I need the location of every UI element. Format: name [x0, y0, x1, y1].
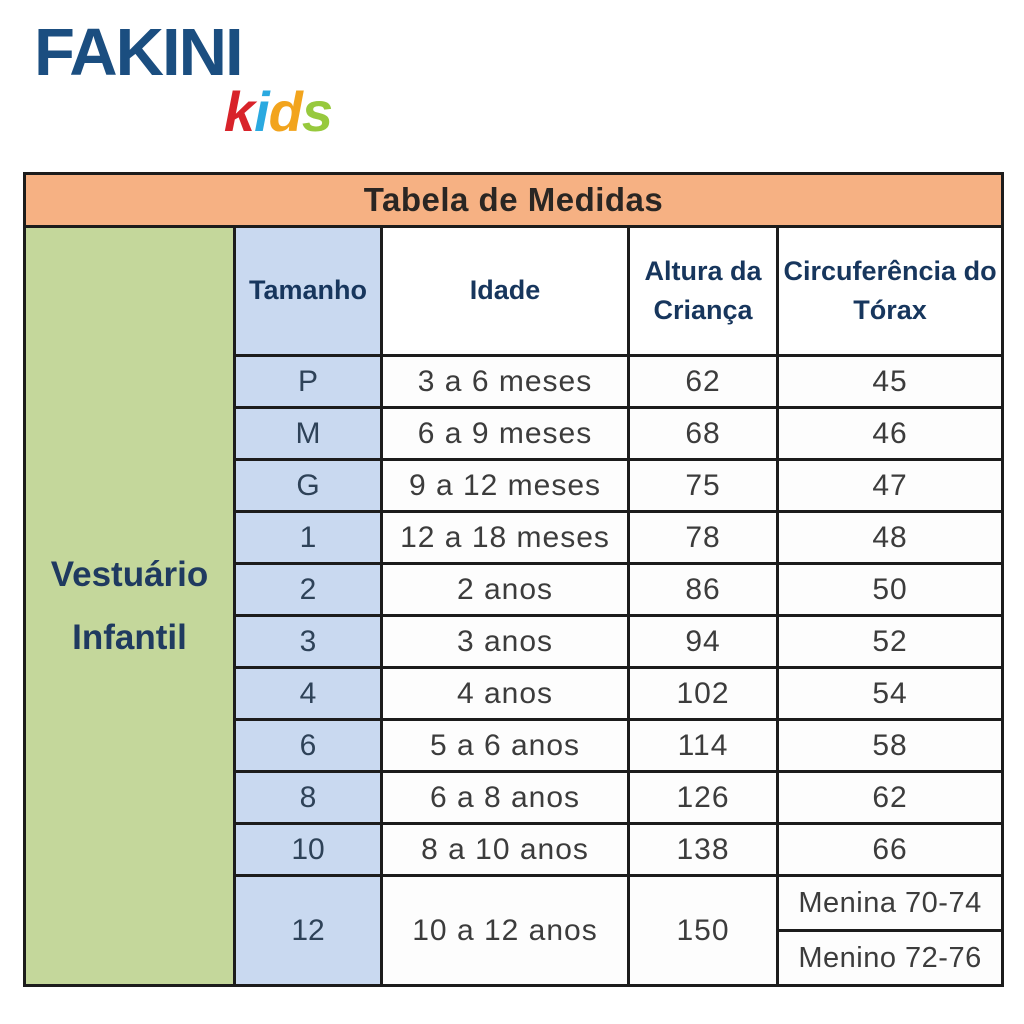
size-chart-table: [23, 172, 1004, 987]
idade-cell: 2 anos: [382, 564, 629, 616]
torax-cell: 46: [778, 408, 1003, 460]
altura-cell: 150: [629, 876, 778, 986]
category-line2: Infantil: [72, 618, 187, 657]
altura-cell: 102: [629, 668, 778, 720]
torax-menino-cell: Menino 72-76: [778, 931, 1003, 986]
size-cell: M: [235, 408, 382, 460]
idade-cell: 3 anos: [382, 616, 629, 668]
torax-cell: 48: [778, 512, 1003, 564]
brand-letter-d: d: [268, 79, 302, 143]
size-cell: 2: [235, 564, 382, 616]
idade-cell: 4 anos: [382, 668, 629, 720]
size-cell: 1: [235, 512, 382, 564]
col-header-idade: Idade: [382, 227, 629, 356]
idade-cell: 9 a 12 meses: [382, 460, 629, 512]
size-cell: G: [235, 460, 382, 512]
idade-cell: 6 a 9 meses: [382, 408, 629, 460]
size-cell: P: [235, 356, 382, 408]
title-row: [25, 174, 1003, 227]
altura-cell: 78: [629, 512, 778, 564]
category-line1: Vestuário: [50, 555, 209, 594]
torax-cell: 54: [778, 668, 1003, 720]
altura-cell: 86: [629, 564, 778, 616]
table-title: Tabela de Medidas: [25, 174, 1003, 227]
torax-cell: 50: [778, 564, 1003, 616]
torax-cell: 47: [778, 460, 1003, 512]
brand-name: FAKINI: [34, 15, 242, 90]
col-header-altura: Altura da Criança: [629, 227, 778, 356]
torax-cell: 58: [778, 720, 1003, 772]
altura-cell: 68: [629, 408, 778, 460]
brand-sub-kids: [34, 79, 334, 143]
altura-cell: 138: [629, 824, 778, 876]
altura-cell: 62: [629, 356, 778, 408]
size-cell: 3: [235, 616, 382, 668]
size-cell: 12: [235, 876, 382, 986]
category-cell: [25, 227, 235, 986]
brand-letter-s: s: [301, 79, 332, 143]
torax-menina-cell: Menina 70-74: [778, 876, 1003, 931]
idade-cell: 6 a 8 anos: [382, 772, 629, 824]
altura-cell: 94: [629, 616, 778, 668]
brand-logo: [34, 15, 334, 143]
size-cell: 6: [235, 720, 382, 772]
idade-cell: 3 a 6 meses: [382, 356, 629, 408]
altura-cell: 75: [629, 460, 778, 512]
size-cell: 4: [235, 668, 382, 720]
torax-cell: 66: [778, 824, 1003, 876]
idade-cell: 8 a 10 anos: [382, 824, 629, 876]
size-cell: 8: [235, 772, 382, 824]
col-header-torax: Circuferência do Tórax: [778, 227, 1003, 356]
idade-cell: 5 a 6 anos: [382, 720, 629, 772]
idade-cell: 10 a 12 anos: [382, 876, 629, 986]
col-header-tamanho: Tamanho: [235, 227, 382, 356]
torax-cell: 62: [778, 772, 1003, 824]
brand-letter-k: k: [223, 79, 255, 143]
brand-letter-i: i: [254, 79, 269, 143]
torax-cell: 45: [778, 356, 1003, 408]
altura-cell: 126: [629, 772, 778, 824]
altura-cell: 114: [629, 720, 778, 772]
size-cell: 10: [235, 824, 382, 876]
torax-cell: 52: [778, 616, 1003, 668]
idade-cell: 12 a 18 meses: [382, 512, 629, 564]
header-row: [25, 227, 1003, 356]
